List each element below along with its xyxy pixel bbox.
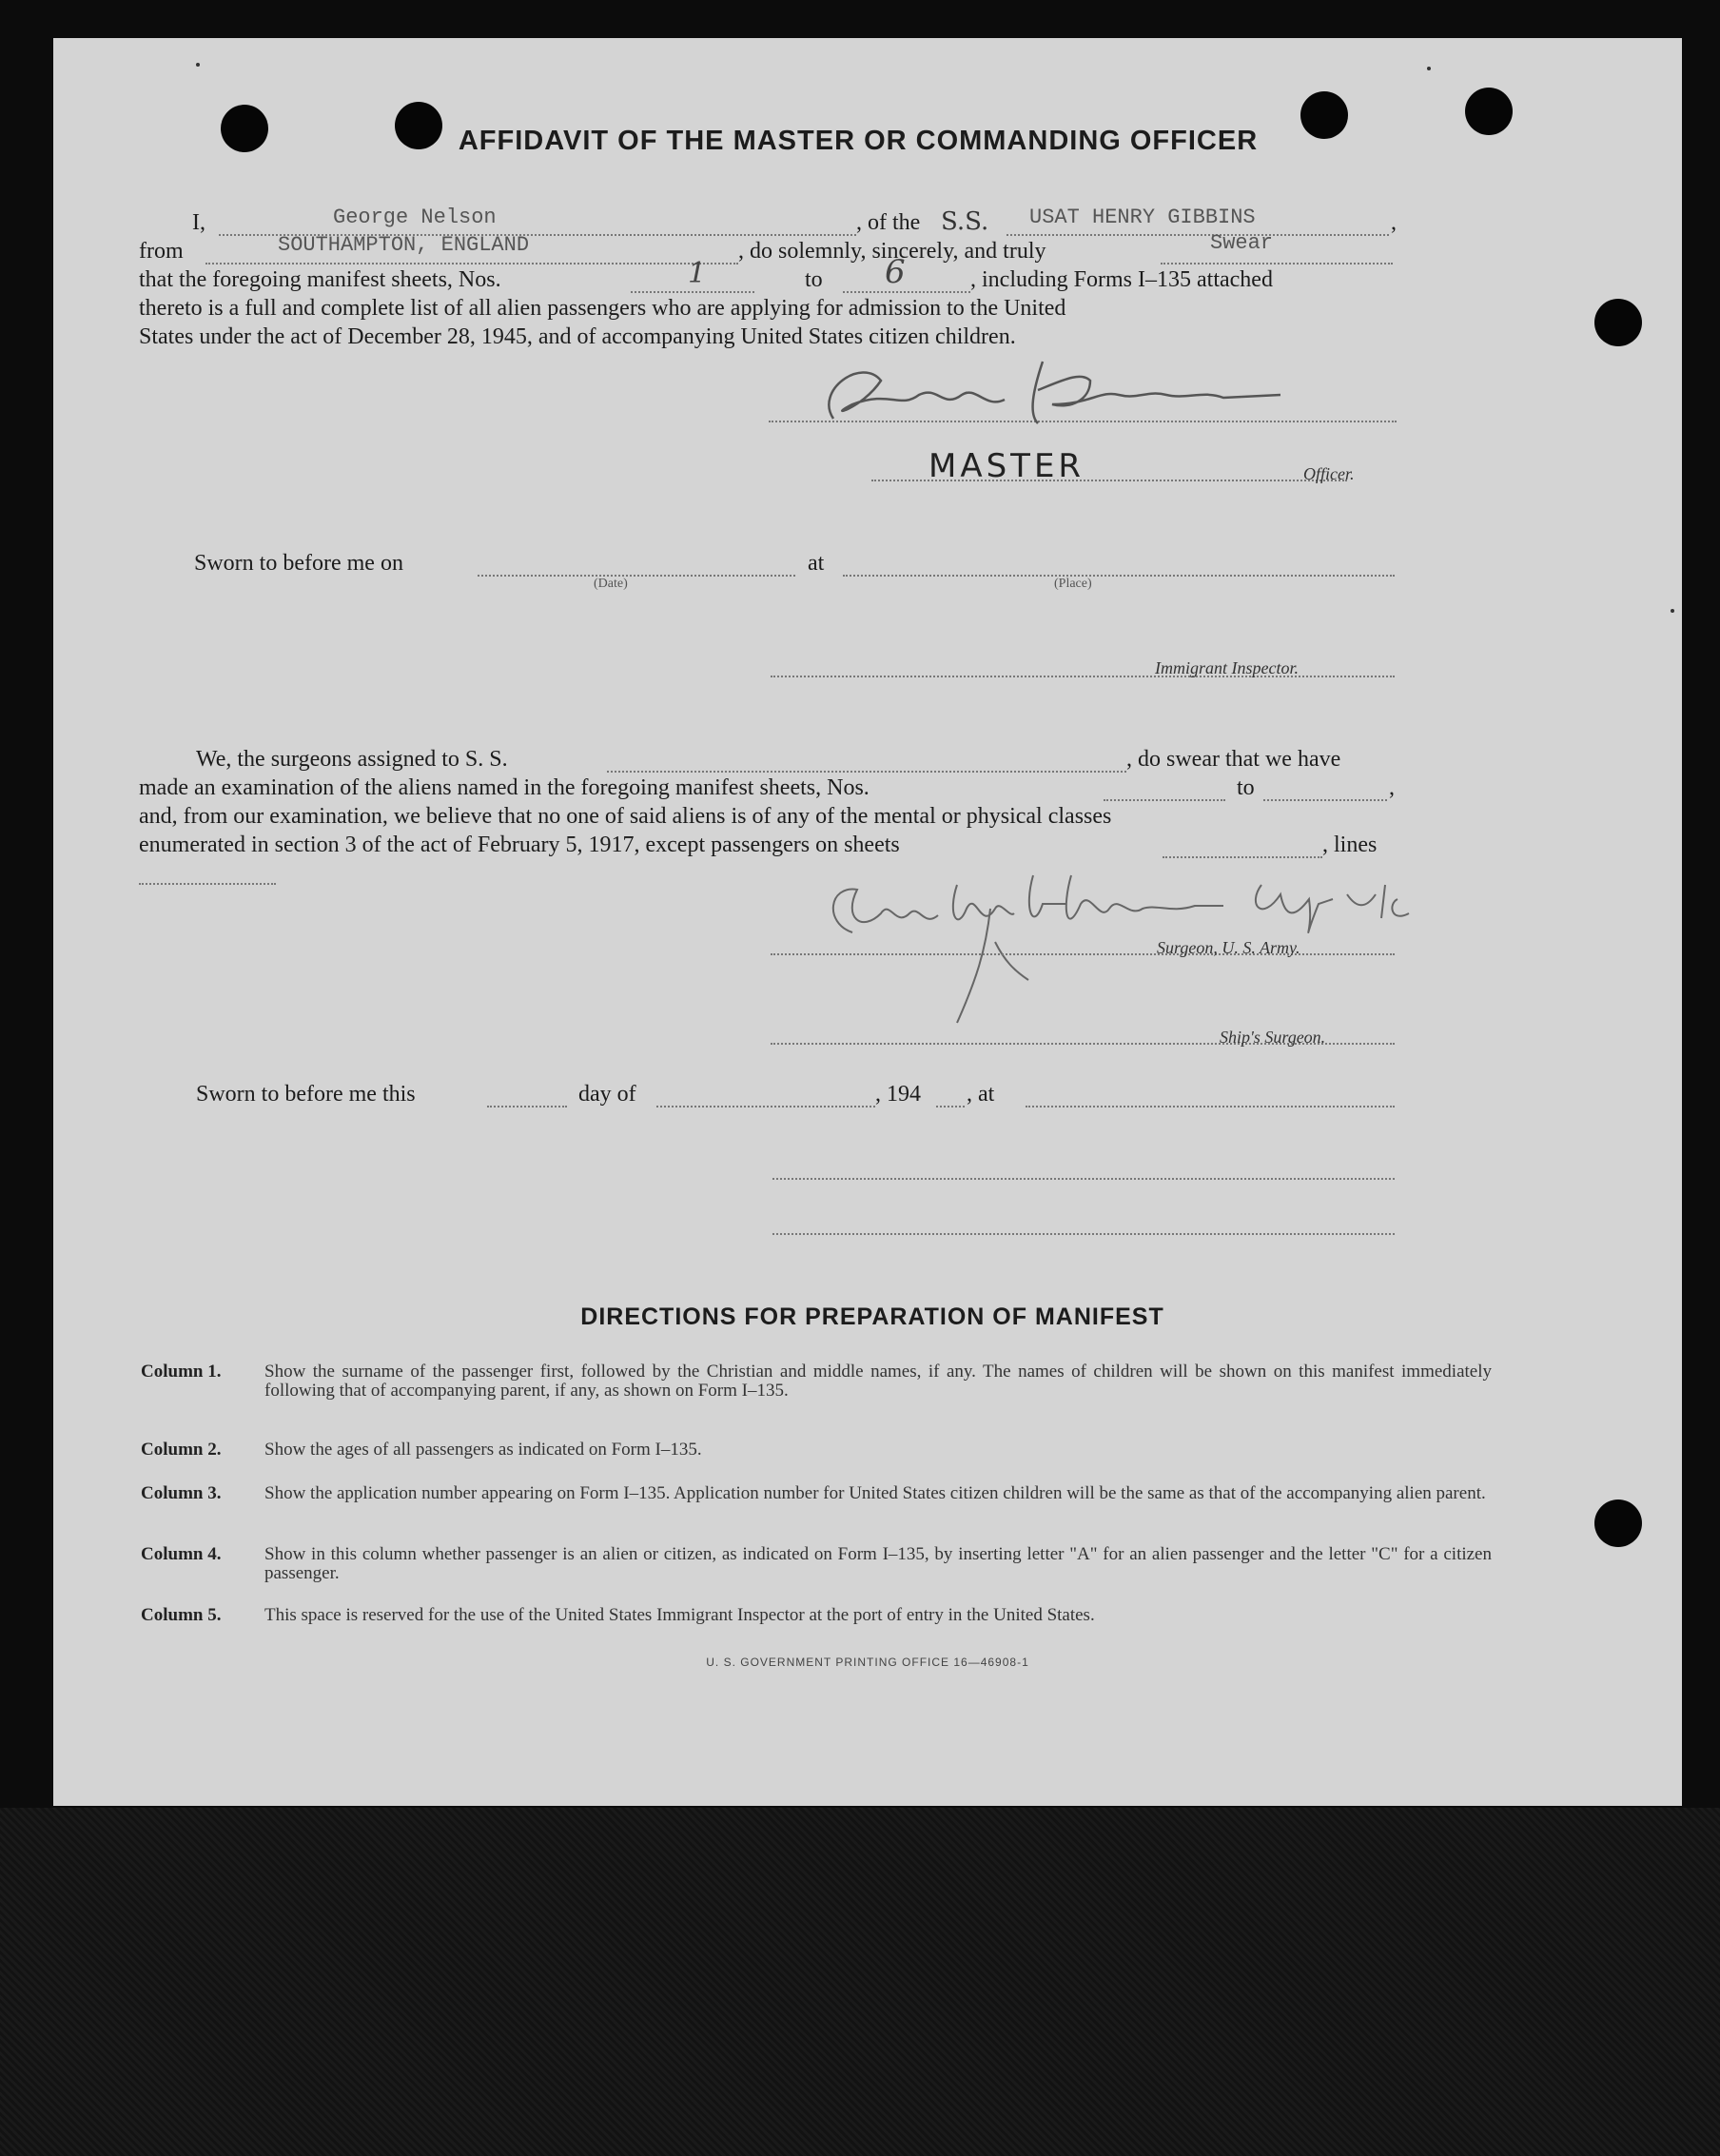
master-name: George Nelson <box>333 206 497 229</box>
officer-label: Officer. <box>1303 464 1355 483</box>
surgeons-line2b: to <box>1237 775 1255 800</box>
affidavit-line4: thereto is a full and complete list of all alien passengers who are applying for admission to the United <box>139 296 1066 321</box>
direction-item <box>141 1362 1492 1420</box>
direction-label: Column 1. <box>141 1362 222 1382</box>
sworn-at-field <box>1026 1081 1395 1107</box>
sheet-from: 1 <box>688 257 707 290</box>
year-label: , 194 <box>875 1082 921 1107</box>
surgeons-line3: and, from our examination, we believe that no one of said aliens is of any of the mental or physical classes <box>139 804 1112 829</box>
surgeons-line1a: We, the surgeons assigned to S. S. <box>196 747 508 772</box>
army-surgeon-label: Surgeon, U. S. Army. <box>1157 938 1300 957</box>
month-field <box>656 1081 875 1107</box>
sworn-place-field <box>843 550 1395 577</box>
signature-line-3 <box>772 1153 1395 1180</box>
year-field <box>936 1081 965 1107</box>
surgeons-line4a: enumerated in section 3 of the act of February 5, 1917, except passengers on sheets <box>139 833 900 857</box>
manifest-text: that the foregoing manifest sheets, Nos. <box>139 267 501 292</box>
direction-text: Show the surname of the passenger first, followed by the Christian and middle names, if any. The names of children will be shown on this manifest immediately following that of accompanying parent, if any, as shown on Form I–135. <box>264 1362 1492 1401</box>
oath-word: Swear <box>1210 231 1274 255</box>
army-surgeon-line <box>771 929 1395 955</box>
direction-text: Show the application number appearing on Form I–135. Application number for United States citizen children will be the same as that of the accompanying alien parent. <box>264 1483 1486 1503</box>
sworn-on-label: Sworn to before me on <box>194 551 403 576</box>
affidavit-title: AFFIDAVIT OF THE MASTER OR COMMANDING OFFICER <box>458 126 1259 156</box>
affidavit-page <box>53 38 1682 1806</box>
sworn-this-label: Sworn to before me this <box>196 1082 416 1107</box>
place-caption: (Place) <box>1054 577 1092 591</box>
including-text: , including Forms I–135 attached <box>970 267 1273 292</box>
lines-field <box>139 858 276 885</box>
punch-hole <box>1594 299 1642 346</box>
directions-title: DIRECTIONS FOR PREPARATION OF MANIFEST <box>580 1303 1164 1330</box>
inspector-label: Immigrant Inspector. <box>1155 658 1299 677</box>
direction-text: This space is reserved for the use of the United States Immigrant Inspector at the port of entry in the United States. <box>264 1605 1095 1625</box>
ship-surgeon-label: Ship's Surgeon. <box>1220 1028 1326 1047</box>
from-label: from <box>139 239 184 264</box>
punch-hole <box>1594 1499 1642 1547</box>
solemnly-text: , do solemnly, sincerely, and truly <box>738 239 1046 264</box>
master-signature <box>805 352 1300 438</box>
day-field <box>487 1081 567 1107</box>
direction-item <box>141 1545 1492 1583</box>
direction-label: Column 5. <box>141 1605 222 1625</box>
surgeon-sheet-to-field <box>1263 774 1387 801</box>
except-sheets-field <box>1163 832 1322 858</box>
oath-field <box>1161 238 1393 265</box>
direction-item <box>141 1606 1492 1644</box>
printer-imprint: U. S. GOVERNMENT PRINTING OFFICE 16—46908-1 <box>706 1656 1029 1669</box>
surgeons-line2c: , <box>1389 775 1395 800</box>
date-caption: (Date) <box>594 577 628 591</box>
direction-item <box>141 1484 1492 1522</box>
day-of-label: day of <box>578 1082 636 1107</box>
port-of-departure: SOUTHAMPTON, ENGLAND <box>278 233 530 257</box>
inspector-signature-line <box>771 651 1395 677</box>
surgeons-line4b: , lines <box>1322 833 1378 857</box>
surgeons-line2a: made an examination of the aliens named in the foregoing manifest sheets, Nos. <box>139 775 870 800</box>
affidavit-line5: States under the act of December 28, 1945, and of accompanying United States citizen children. <box>139 324 1016 349</box>
surgeon-ship-field <box>607 746 1126 773</box>
comma: , <box>1391 210 1397 235</box>
direction-item <box>141 1441 1492 1463</box>
sworn-at-label: , at <box>967 1082 995 1107</box>
scan-background <box>0 1808 1720 2156</box>
surgeons-line1b: , do swear that we have <box>1126 747 1341 772</box>
sheet-to: 6 <box>885 253 906 291</box>
direction-label: Column 4. <box>141 1544 222 1564</box>
ship-name: USAT HENRY GIBBINS <box>1029 206 1256 229</box>
direction-label: Column 3. <box>141 1483 222 1503</box>
sworn-date-field <box>478 550 795 577</box>
master-name-field <box>219 209 856 236</box>
direction-text: Show the ages of all passengers as indicated on Form I–135. <box>264 1440 702 1460</box>
of-the-label: , of the <box>856 210 921 235</box>
sheet-to-field <box>843 266 970 293</box>
direction-label: Column 2. <box>141 1440 222 1460</box>
to-label: to <box>805 267 823 292</box>
ss-mark: S.S. <box>941 207 989 236</box>
master-title: MASTER <box>928 447 1085 485</box>
i-label: I, <box>192 210 205 235</box>
at-label: at <box>808 551 825 576</box>
direction-text: Show in this column whether passenger is an alien or citizen, as indicated on Form I–135, by inserting letter "A" for an alien passenger and the letter "C" for a citizen passenger. <box>264 1544 1492 1583</box>
surgeon-sheet-from-field <box>1104 774 1225 801</box>
signature-line-4 <box>772 1208 1395 1235</box>
